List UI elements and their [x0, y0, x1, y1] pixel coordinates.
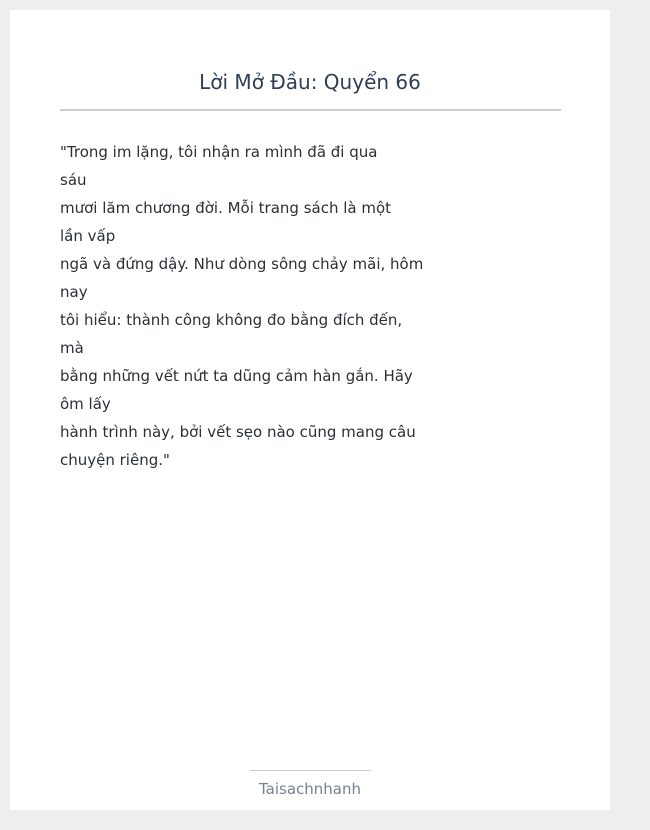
quote-line: lần vấp	[60, 227, 116, 245]
title-divider	[60, 109, 561, 111]
quote-line: "Trong im lặng, tôi nhận ra mình đã đi qua	[60, 143, 378, 161]
quote-line: hành trình này, bởi vết sẹo nào cũng mang câu	[60, 423, 416, 441]
quote-text	[60, 138, 424, 474]
quote-line: ngã và đứng dậy. Như dòng sông chảy mãi, hôm	[60, 255, 424, 273]
document-page	[10, 10, 610, 810]
footer-credit: Taisachnhanh	[258, 780, 362, 798]
page-title: Lời Mở Đầu: Quyển 66	[199, 70, 421, 94]
quote-line: mươi lăm chương đời. Mỗi trang sách là một	[60, 199, 392, 217]
quote-line: sáu	[60, 171, 87, 189]
quote-line: mà	[60, 339, 84, 357]
quote-line: chuyện riêng."	[60, 451, 170, 469]
quote-line: nay	[60, 283, 88, 301]
quote-line: tôi hiểu: thành công không đo bằng đích đến,	[60, 311, 403, 329]
quote-line: ôm lấy	[60, 395, 111, 413]
footer-divider	[250, 770, 371, 771]
quote-line: bằng những vết nứt ta dũng cảm hàn gắn. Hãy	[60, 367, 413, 385]
